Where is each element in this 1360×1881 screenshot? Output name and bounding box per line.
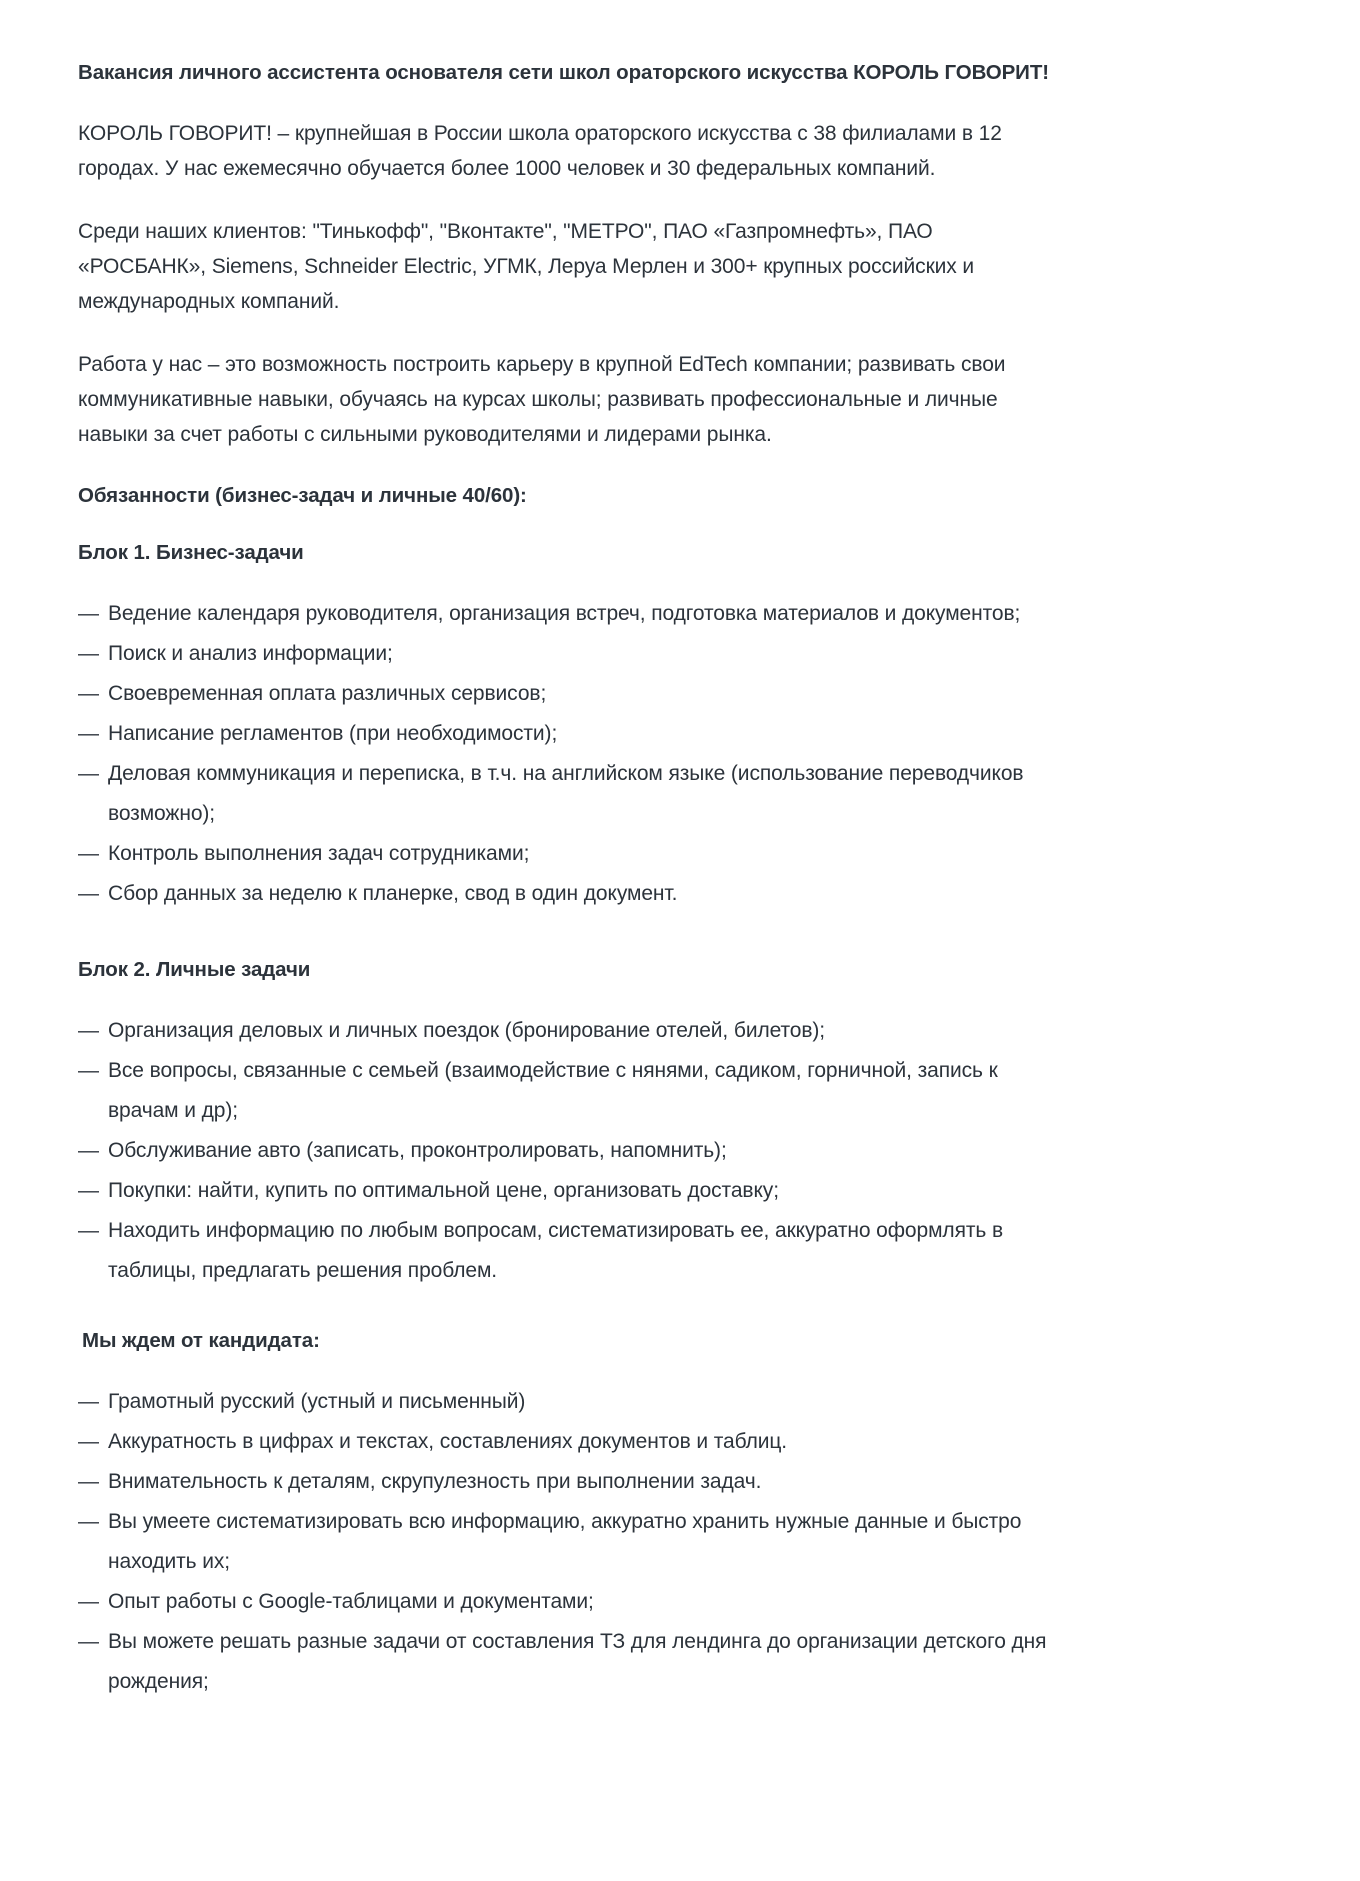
page-title: Вакансия личного ассистента основателя сети школ ораторского искусства КОРОЛЬ ГОВОРИТ! bbox=[78, 61, 1049, 84]
intro-paragraph-3: Работа у нас – это возможность построить карьеру в крупной EdTech компании; развивать свои коммуникативные навыки, обучаясь на курсах школы; развивать профессиональные и личные навыки за счет работы с сильными руководителями и лидерами рынка. bbox=[78, 353, 1006, 446]
expectations-heading: Мы ждем от кандидата: bbox=[82, 1329, 320, 1352]
intro-paragraph-1: КОРОЛЬ ГОВОРИТ! – крупнейшая в России школа ораторского искусства с 38 филиалами в 12 городах. У нас ежемесячно обучается более 1000 человек и 30 федеральных компаний. bbox=[78, 122, 1002, 180]
bullet-dash-icon: — bbox=[78, 602, 99, 625]
document-body bbox=[78, 56, 1060, 1702]
list-item-text: Аккуратность в цифрах и текстах, составлениях документов и таблиц. bbox=[108, 1430, 788, 1453]
block2-list bbox=[78, 1011, 1060, 1291]
bullet-dash-icon: — bbox=[78, 842, 99, 865]
bullet-dash-icon: — bbox=[78, 1510, 99, 1533]
bullet-dash-icon: — bbox=[78, 1019, 99, 1042]
list-item bbox=[78, 1462, 1060, 1502]
bullet-dash-icon: — bbox=[78, 1430, 99, 1453]
block1-list bbox=[78, 594, 1060, 914]
responsibilities-heading: Обязанности (бизнес-задач и личные 40/60): bbox=[78, 484, 527, 507]
bullet-dash-icon: — bbox=[78, 1219, 99, 1242]
list-item bbox=[78, 754, 1060, 834]
list-item bbox=[78, 1211, 1060, 1291]
list-item-text: Вы умеете систематизировать всю информацию, аккуратно хранить нужные данные и быстро находить их; bbox=[108, 1510, 1022, 1573]
list-item-text: Грамотный русский (устный и письменный) bbox=[108, 1390, 526, 1413]
list-item-text: Находить информацию по любым вопросам, систематизировать ее, аккуратно оформлять в таблицы, предлагать решения проблем. bbox=[108, 1219, 1004, 1282]
bullet-dash-icon: — bbox=[78, 1179, 99, 1202]
list-item bbox=[78, 834, 1060, 874]
list-item-text: Написание регламентов (при необходимости); bbox=[108, 722, 558, 745]
list-item bbox=[78, 634, 1060, 674]
bullet-dash-icon: — bbox=[78, 642, 99, 665]
list-item bbox=[78, 674, 1060, 714]
section-spacer bbox=[78, 940, 1060, 954]
list-item-text: Опыт работы с Google-таблицами и документами; bbox=[108, 1590, 594, 1613]
section-spacer bbox=[78, 1317, 1060, 1325]
list-item-text: Вы можете решать разные задачи от составления ТЗ для лендинга до организации детского дня рождения; bbox=[108, 1630, 1047, 1693]
list-item-text: Покупки: найти, купить по оптимальной цене, организовать доставку; bbox=[108, 1179, 779, 1202]
list-item-text: Ведение календаря руководителя, организация встреч, подготовка материалов и документов; bbox=[108, 602, 1021, 625]
block1-heading: Блок 1. Бизнес-задачи bbox=[78, 541, 304, 564]
list-item bbox=[78, 714, 1060, 754]
bullet-dash-icon: — bbox=[78, 1139, 99, 1162]
bullet-dash-icon: — bbox=[78, 722, 99, 745]
list-item bbox=[78, 874, 1060, 914]
list-item bbox=[78, 1622, 1060, 1702]
list-item-text: Организация деловых и личных поездок (бронирование отелей, билетов); bbox=[108, 1019, 826, 1042]
list-item bbox=[78, 1131, 1060, 1171]
bullet-dash-icon: — bbox=[78, 762, 99, 785]
list-item-text: Все вопросы, связанные с семьей (взаимодействие с нянями, садиком, горничной, запись к врачам и др); bbox=[108, 1059, 998, 1122]
list-item-text: Деловая коммуникация и переписка, в т.ч. на английском языке (использование переводчиков возможно); bbox=[108, 762, 1024, 825]
list-item-text: Поиск и анализ информации; bbox=[108, 642, 393, 665]
list-item-text: Своевременная оплата различных сервисов; bbox=[108, 682, 547, 705]
bullet-dash-icon: — bbox=[78, 1630, 99, 1653]
list-item bbox=[78, 594, 1060, 634]
expectations-list bbox=[78, 1382, 1060, 1702]
bullet-dash-icon: — bbox=[78, 882, 99, 905]
list-item-text: Внимательность к деталям, скрупулезность при выполнении задач. bbox=[108, 1470, 762, 1493]
list-item bbox=[78, 1171, 1060, 1211]
list-item bbox=[78, 1502, 1060, 1582]
list-item bbox=[78, 1051, 1060, 1131]
list-item bbox=[78, 1382, 1060, 1422]
bullet-dash-icon: — bbox=[78, 1470, 99, 1493]
list-item bbox=[78, 1011, 1060, 1051]
bullet-dash-icon: — bbox=[78, 682, 99, 705]
list-item-text: Обслуживание авто (записать, проконтролировать, напомнить); bbox=[108, 1139, 727, 1162]
list-item bbox=[78, 1422, 1060, 1462]
bullet-dash-icon: — bbox=[78, 1390, 99, 1413]
list-item-text: Контроль выполнения задач сотрудниками; bbox=[108, 842, 530, 865]
list-item bbox=[78, 1582, 1060, 1622]
bullet-dash-icon: — bbox=[78, 1590, 99, 1613]
block2-heading: Блок 2. Личные задачи bbox=[78, 958, 311, 981]
bullet-dash-icon: — bbox=[78, 1059, 99, 1082]
list-item-text: Сбор данных за неделю к планерке, свод в один документ. bbox=[108, 882, 678, 905]
intro-paragraph-2: Среди наших клиентов: "Тинькофф", "Вконтакте", "МЕТРО", ПАО «Газпромнефть», ПАО «РОСБАНК», Siemens, Schneider Electric, УГМК, Леруа Мерлен и 300+ крупных российских и международных компаний. bbox=[78, 220, 975, 313]
